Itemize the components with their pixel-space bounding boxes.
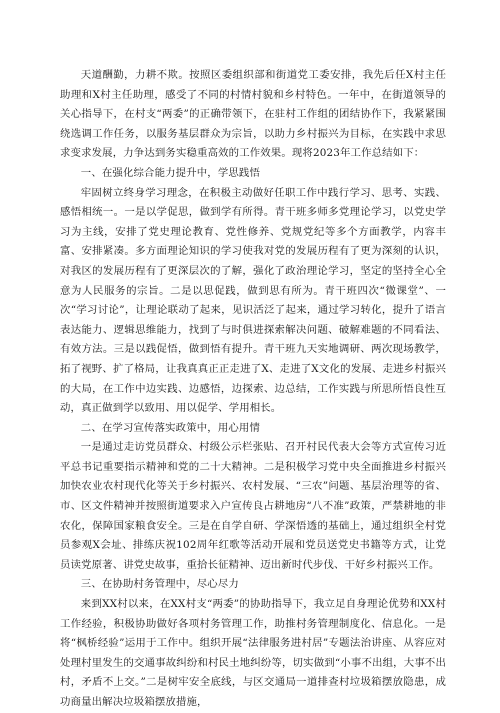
section-heading-1: 一、在强化综合能力提升中，学思践悟: [80, 166, 260, 179]
section-heading-2: 二、在学习宣传落实政策中，用心用情: [80, 421, 260, 434]
section-paragraph-2: 一是通过走访党员群众、村级公示栏张贴、召开村民代表大会等方式宣传习近平总书记重要指示精神和党的二十大精神。二是积极学习党中央全面推进乡村振兴加快农业农村现代化等关于乡村振兴、农村发展、“三农”问题、基层治理等的省、市、区文件精神并按照街道要求入户宣传良占耕地房“八不准”政策，严禁耕地的非农化，保障国家粮食安全。三是在自学自研、学深悟透的基础上，通过组织全村党员参观X会址、排练庆祝102周年红歌等活动开展和党员送党史书籍等方式，让党员读党原著、讲党史故事，重拾长征精神、迈出新时代步伐、干好乡村振兴工作。: [60, 441, 446, 571]
section-paragraph-1: 牢固树立终身学习理念，在积极主动做好任职工作中践行学习、思考、实践、感悟相统一。一是以学促思，做到学有所得。青干班多师多党理论学习，以党史学习为主线，安排了党史理论教育、党性修养、党规党纪等多个方面教学，内容丰富、安排紧凑。多方面理论知识的学习使我对党的发展历程有了更为深刻的认识，对我区的发展历程有了更深层次的了解，强化了政治理论学习，坚定的坚持全心全意为人民服务的宗旨。二是以思促践，做到思有所为。青干班四次“微课堂”、一次“学习讨论”，让理论联动了起来，见识活泛了起来，通过学习转化，提升了语言表达能力、逻辑思维能力，找到了与时俱进探索解决问题、破解难题的不同看法、有效方法。三是以践促悟，做到悟有提升。青干班九天实地调研、两次现场教学，拓了视野、扩了格局，让我真真正正走进了X、走进了X文化的发展、走进乡村振兴的大局，在工作中边实践、边感悟，边探索、边总结，工作实践与所思所悟良性互动，真正做到学以致用、用以促学、学用相长。: [60, 186, 446, 415]
section-paragraph-3: 来到XX村以来，在XX村支“两委”的协助指导下，我立足自身理论优势和XX村工作经验，积极协助做好各项村务管理工作，助推村务管理制度化、信息化。一是将“枫桥经验”运用于工作中。组织开展“法律服务进村居”专题法治讲座、从容应对处理村里发生的交通事故纠纷和村民土地纠纷等，切实做到“小事不出组，大事不出村，矛盾不上交。”二是树牢安全底线，与区交通局一道排查村垃圾箱摆放隐患，成功商量出解决垃圾箱摆放措施，: [60, 598, 446, 708]
document-body: [60, 66, 446, 713]
section-heading-3: 三、在协助村务管理中，尽心尽力: [80, 578, 239, 591]
intro-paragraph: 天道酬勤，力耕不欺。按照区委组织部和街道党工委安排，我先后任X村主任助理和X村主任助理，感受了不同的村情村貌和乡村特色。一年中，在街道领导的关心指导下，在村支“两委”的正确带领下，在驻村工作组的团结协作下，我紧紧围绕选调工作任务，以服务基层群众为宗旨，以助力乡村振兴为目标，在实践中求思求变求发展，力争达到务实稳重高效的工作效果。现将2023年工作总结如下：: [60, 69, 446, 160]
